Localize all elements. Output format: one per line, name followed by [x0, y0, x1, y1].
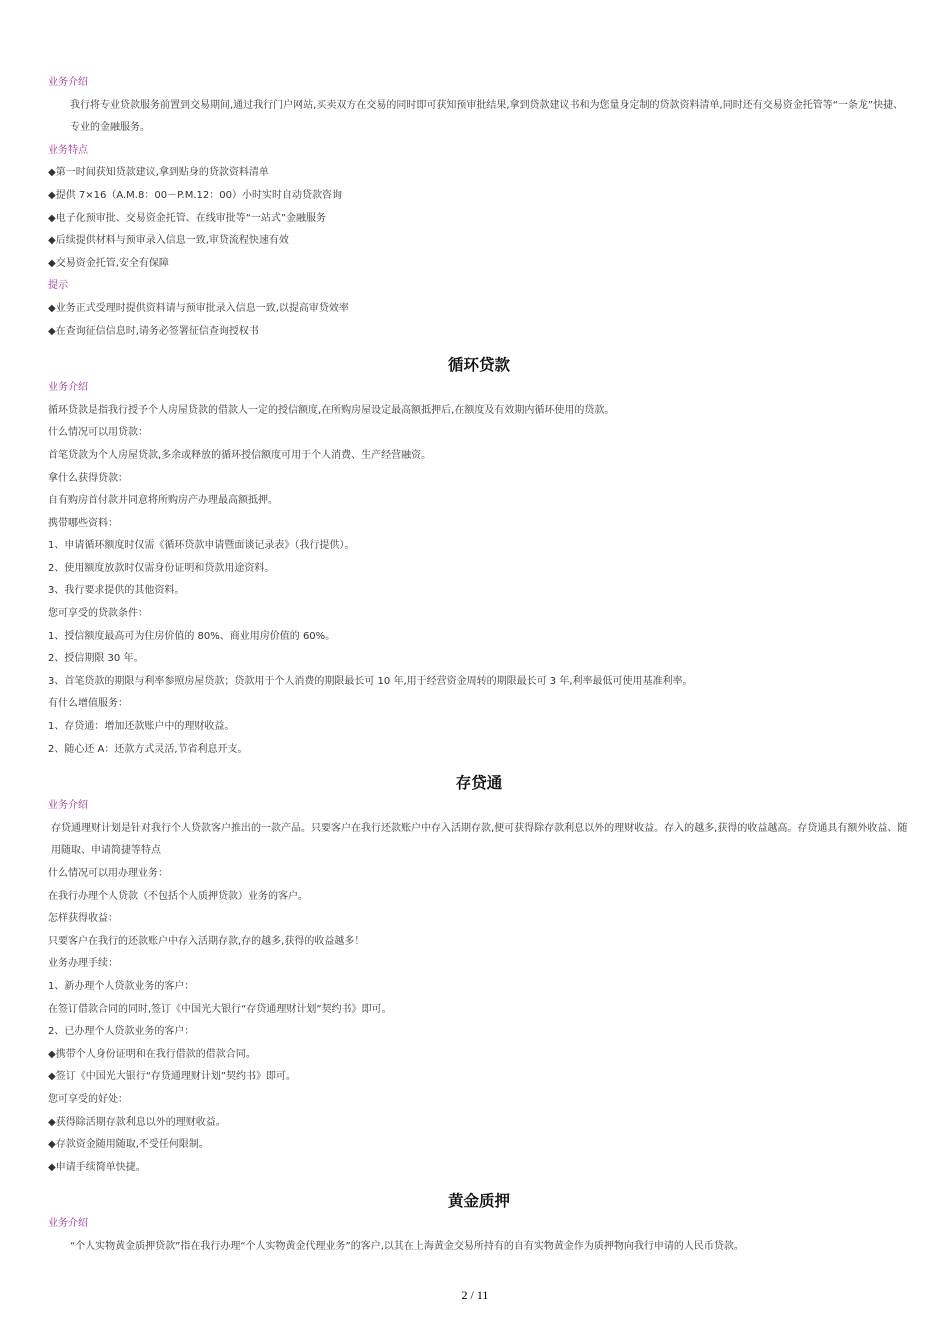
- text-line: 1、存贷通：增加还款账户中的理财收益。: [48, 721, 235, 733]
- page-number: 2 / 11: [461, 1288, 489, 1302]
- section-heading-deposit-loan: 存贷通: [455, 774, 503, 793]
- feature-item: ◆后续提供材料与预审录入信息一致,审贷流程快速有效: [48, 235, 289, 247]
- text-line: ◆申请手续简单快捷。: [48, 1161, 146, 1173]
- section-label-tips: 提示: [48, 280, 68, 292]
- text-line: 1、新办理个人贷款业务的客户：: [48, 980, 195, 992]
- text-line: 什么情况可以用办理业务：: [48, 868, 168, 879]
- text-line: 3、我行要求提供的其他资料。: [48, 585, 185, 597]
- text-line: 2、随心还 A：还款方式灵活,节省利息开支。: [48, 743, 248, 755]
- text-line: ◆携带个人身份证明和在我行借款的借款合同。: [48, 1048, 256, 1060]
- text-line: 1、授信额度最高可为住房价值的 80%、商业用房价值的 60%。: [48, 630, 336, 642]
- text-line: 自有购房首付款并同意将所购房产办理最高额抵押。: [48, 495, 278, 507]
- text-line: 循环贷款是指我行授予个人房屋贷款的借款人一定的授信额度,在所购房屋设定最高额抵押后,在额度及有效期内循环使用的贷款。: [48, 404, 615, 416]
- text-line: 在签订借款合同的同时,签订《中国光大银行“存贷通理财计划”契约书》即可。: [48, 1003, 392, 1015]
- section-label-features: 业务特点: [48, 144, 88, 156]
- text-line: 业务办理手续：: [48, 958, 118, 970]
- intro-paragraph: “个人实物黄金质押贷款”指在我行办理“个人实物黄金代理业务”的客户,以其在上海黄金交易所持有的自有实物黄金作为质押物向我行申请的人民币贷款。: [70, 1240, 744, 1252]
- text-line: 您可享受的好处：: [48, 1093, 128, 1105]
- section-heading-gold-pledge: 黄金质押: [447, 1192, 510, 1211]
- section-label-intro: 业务介绍: [48, 77, 88, 88]
- text-line: 拿什么获得贷款：: [48, 472, 128, 484]
- text-line: 怎样获得收益：: [48, 913, 118, 925]
- text-line: 2、授信期限 30 年。: [48, 653, 144, 665]
- feature-item: ◆交易资金托管,安全有保障: [48, 257, 169, 269]
- text-line: 您可享受的贷款条件：: [48, 608, 148, 620]
- text-line: 有什么增值服务：: [48, 698, 128, 710]
- text-line: 3、首笔贷款的期限与利率参照房屋贷款；贷款用于个人消费的期限最长可 10 年,用于经营资金周转的期限最长可 3 年,利率最低可使用基准利率。: [48, 675, 693, 687]
- text-line: ◆签订《中国光大银行“存贷通理财计划”契约书》即可。: [48, 1071, 297, 1083]
- feature-item: ◆第一时间获知贷款建议,拿到贴身的贷款资料清单: [48, 167, 269, 179]
- text-line: 1、申请循环额度时仅需《循环贷款申请暨面谈记录表》（我行提供）。: [48, 540, 355, 552]
- tip-item: ◆在查询征信信息时,请务必签署征信查询授权书: [48, 325, 259, 337]
- text-line: 首笔贷款为个人房屋贷款,多余或释放的循环授信额度可用于个人消费、生产经营融资。: [48, 449, 432, 461]
- text-line: 只要客户在我行的还款账户中存入活期存款,存的越多,获得的收益越多！: [48, 935, 365, 947]
- feature-item: ◆电子化预审批、交易资金托管、在线审批等“一站式”金融服务: [48, 212, 327, 224]
- section-heading-revolving-loan: 循环贷款: [447, 356, 510, 375]
- text-line: 2、已办理个人贷款业务的客户：: [48, 1026, 195, 1038]
- tip-item: ◆业务正式受理时提供资料请与预审批录入信息一致,以提高审贷效率: [48, 302, 349, 314]
- text-line: 在我行办理个人贷款（不包括个人质押贷款）业务的客户。: [48, 890, 308, 902]
- text-line: 携带哪些资料：: [48, 517, 118, 529]
- text-line: ◆存款资金随用随取,不受任何限制。: [48, 1139, 209, 1151]
- text-line: 2、使用额度放款时仅需身份证明和贷款用途资料。: [48, 562, 275, 574]
- intro-paragraph: 存贷通理财计划是针对我行个人贷款客户推出的一款产品。只要客户在我行还款账户中存入活期存款,便可获得除存款利息以外的理财收益。存入的越多,获得的收益越高。存贷通具有额外收益、随用随取、申请简捷等特点: [51, 822, 908, 857]
- section-label-intro: 业务介绍: [48, 1218, 88, 1230]
- text-line: 什么情况可以用贷款：: [48, 427, 148, 439]
- text-line: ◆获得除活期存款利息以外的理财收益。: [48, 1116, 226, 1128]
- section-label-intro: 业务介绍: [48, 382, 88, 394]
- document-page: [48, 72, 910, 1259]
- intro-paragraph: 我行将专业贷款服务前置到交易期间,通过我行门户网站,买卖双方在交易的同时即可获知预审批结果,拿到贷款建议书和为您量身定制的贷款资料清单,同时还有交易资金托管等“一条龙”快捷、专业的金融服务。: [70, 99, 904, 134]
- section-label-intro: 业务介绍: [48, 800, 88, 812]
- feature-item: ◆提供 7×16（A.M.8：00－P.M.12：00）小时实时自动贷款咨询: [48, 189, 342, 201]
